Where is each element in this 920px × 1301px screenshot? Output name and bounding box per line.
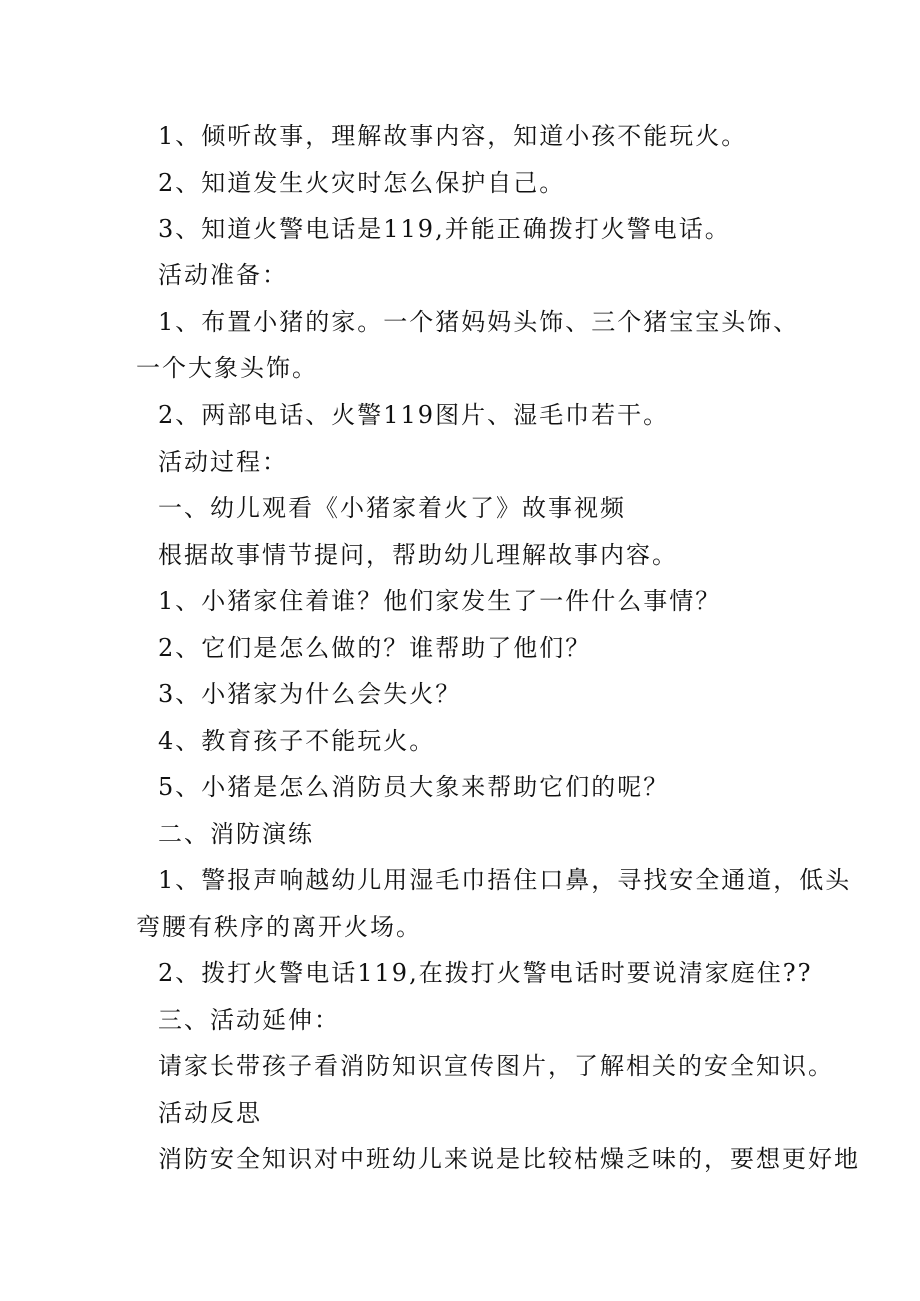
process-intro: 根据故事情节提问，帮助幼儿理解故事内容。 bbox=[158, 541, 678, 569]
drill-step-1: 1、警报声响越幼儿用湿毛巾捂住口鼻，寻找安全通道，低头 bbox=[158, 866, 852, 894]
preparation-1-continued: 一个大象头饰。 bbox=[136, 354, 318, 382]
drill-step-2: 2、拨打火警电话119,在拨打火警电话时要说清家庭住?? bbox=[158, 959, 813, 987]
question-1: 1、小猪家住着谁？他们家发生了一件什么事情？ bbox=[158, 587, 722, 615]
question-3: 3、小猪家为什么会失火？ bbox=[158, 680, 462, 708]
process-section-2: 二、消防演练 bbox=[158, 820, 314, 848]
preparation-1: 1、布置小猪的家。一个猪妈妈头饰、三个猪宝宝头饰、 bbox=[158, 308, 800, 336]
heading-reflection: 活动反思 bbox=[158, 1099, 262, 1127]
preparation-2: 2、两部电话、火警119图片、湿毛巾若干。 bbox=[158, 401, 670, 429]
heading-preparation: 活动准备： bbox=[158, 261, 288, 289]
goal-2: 2、知道发生火灾时怎么保护自己。 bbox=[158, 169, 566, 197]
reflection-text: 消防安全知识对中班幼儿来说是比较枯燥乏味的，要想更好地 bbox=[158, 1145, 860, 1173]
process-section-3: 三、活动延伸： bbox=[158, 1006, 340, 1034]
question-4: 4、教育孩子不能玩火。 bbox=[158, 727, 436, 755]
goal-3: 3、知道火警电话是119,并能正确拨打火警电话。 bbox=[158, 215, 731, 243]
drill-step-1-continued: 弯腰有秩序的离开火场。 bbox=[136, 913, 422, 941]
extension-text: 请家长带孩子看消防知识宣传图片，了解相关的安全知识。 bbox=[158, 1052, 834, 1080]
process-section-1: 一、幼儿观看《小猪家着火了》故事视频 bbox=[158, 494, 626, 522]
question-2: 2、它们是怎么做的？谁帮助了他们？ bbox=[158, 634, 592, 662]
heading-process: 活动过程： bbox=[158, 448, 288, 476]
goal-1: 1、倾听故事，理解故事内容，知道小孩不能玩火。 bbox=[158, 122, 748, 150]
question-5: 5、小猪是怎么消防员大象来帮助它们的呢？ bbox=[158, 773, 670, 801]
